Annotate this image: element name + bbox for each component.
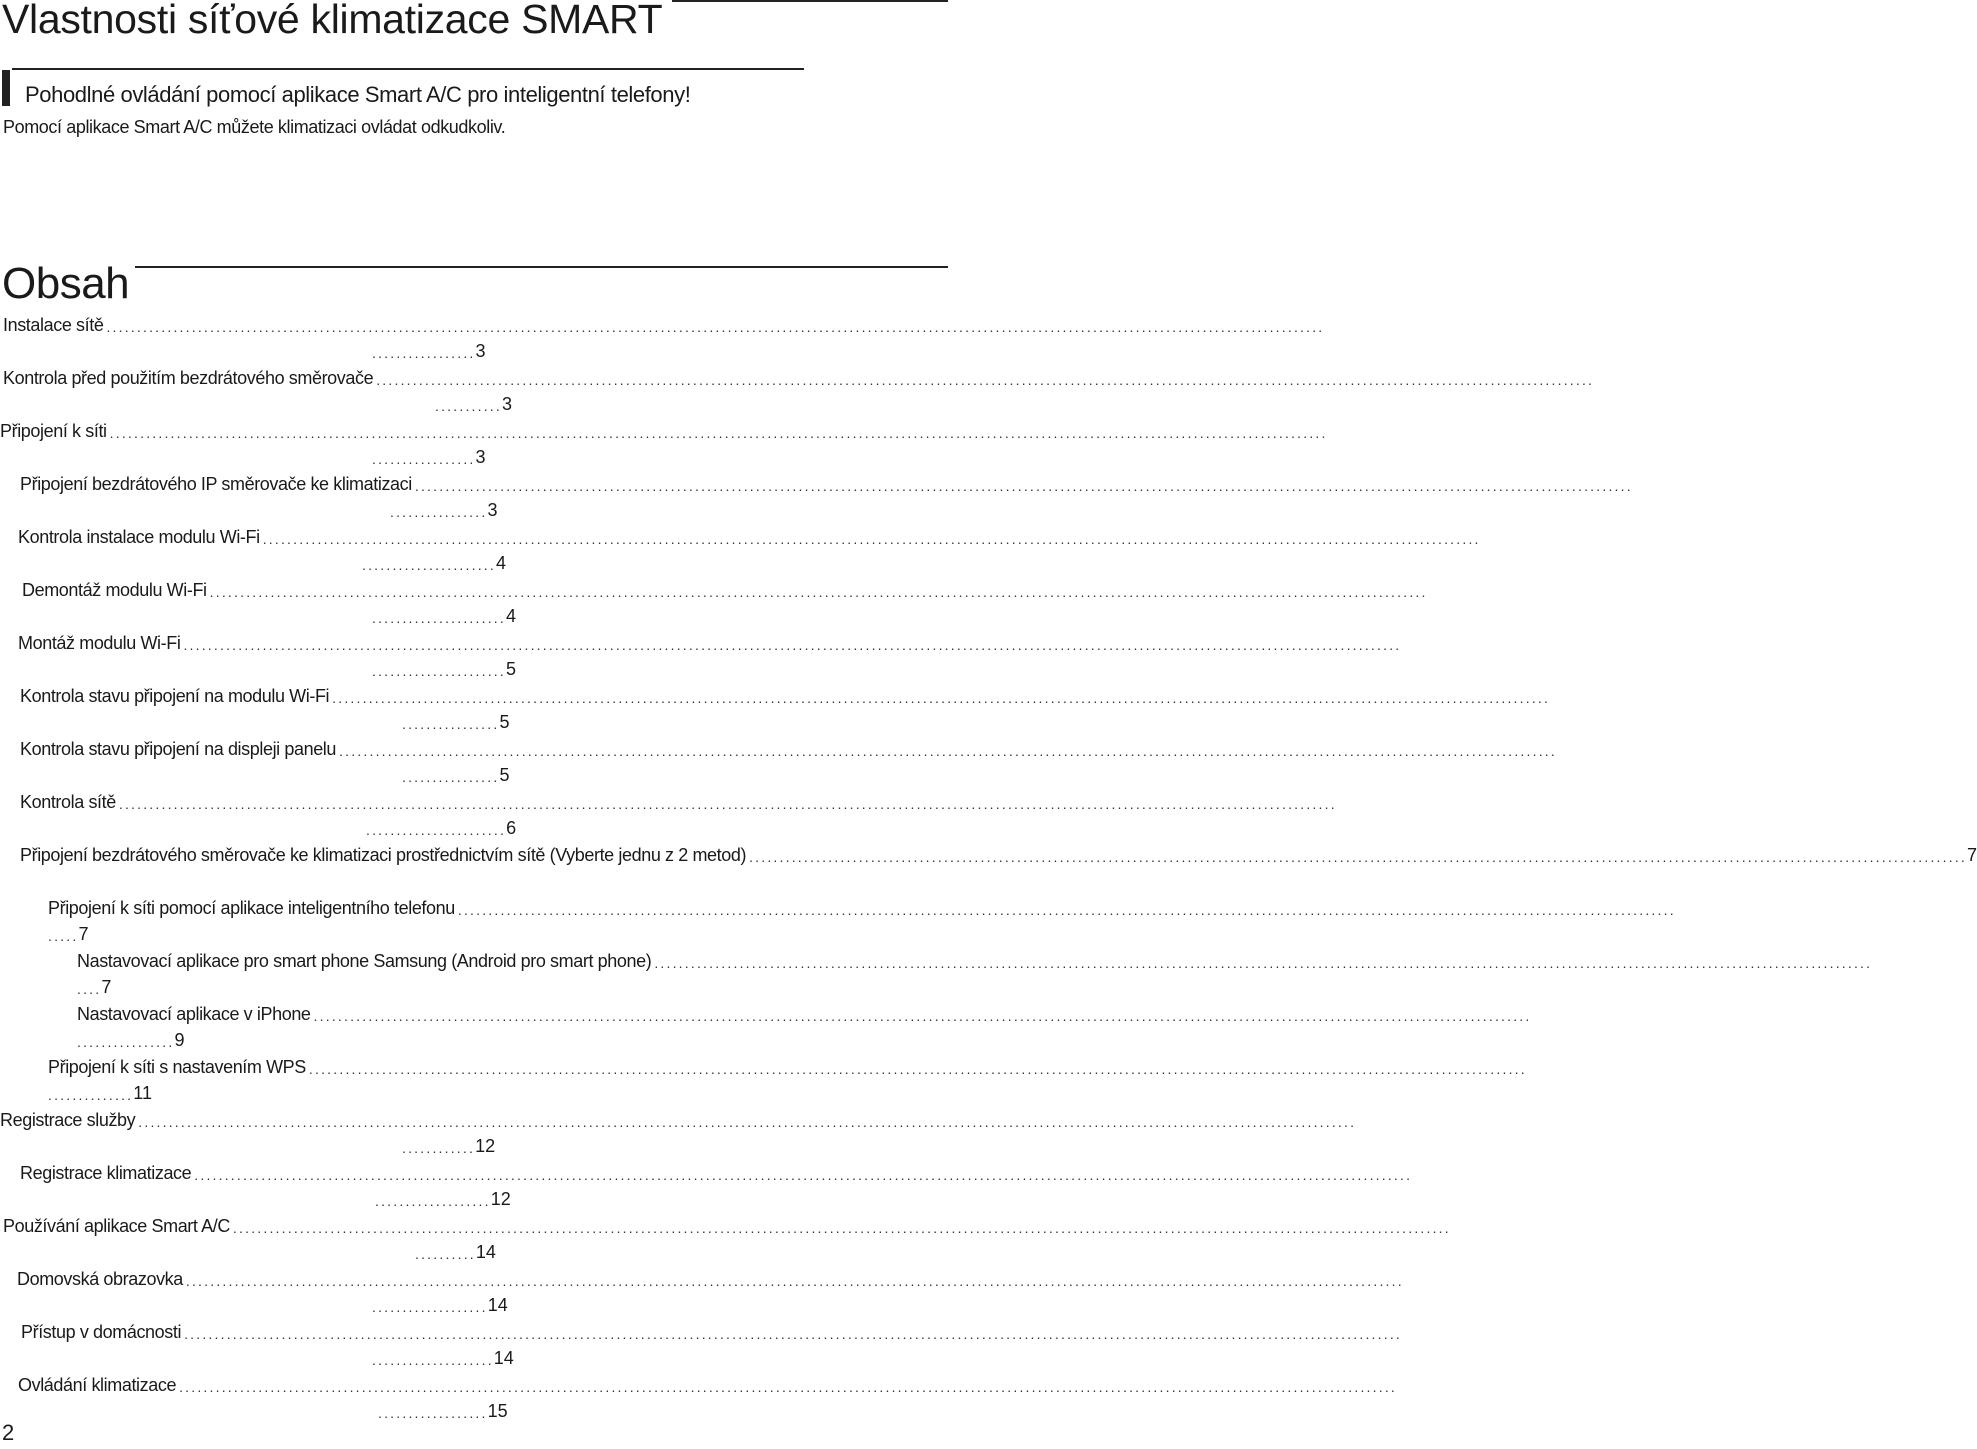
- toc-heading-rule: [135, 266, 948, 268]
- toc-entry[interactable]: Kontrola sítě ........................................................................................................................................................................................................ ....................... 6: [20, 792, 1337, 838]
- toc-entry[interactable]: Ovládání klimatizace ........................................................................................................................................................................................................ .................. 15: [18, 1375, 1398, 1421]
- toc-entry[interactable]: Kontrola instalace modulu Wi-Fi ........................................................................................................................................................................................................ ...................... 4: [18, 527, 1481, 573]
- toc-entry-page: 9: [174, 1030, 185, 1050]
- toc-entry[interactable]: Připojení k síti pomocí aplikace inteligentního telefonu ........................................................................................................................................................................................................ ..... 7: [48, 898, 1676, 944]
- toc-entry[interactable]: Kontrola stavu připojení na modulu Wi-Fi ........................................................................................................................................................................................................ ................ 5: [20, 686, 1551, 732]
- toc-entry-label: Kontrola před použitím bezdrátového směrovače: [3, 368, 374, 388]
- table-of-contents: [0, 310, 1977, 1423]
- toc-entry[interactable]: Nastavovací aplikace v iPhone ........................................................................................................................................................................................................ ................ 9: [77, 1004, 1532, 1050]
- toc-entry-page: 5: [505, 659, 516, 679]
- toc-heading: Obsah: [2, 259, 130, 308]
- toc-entry-page: 6: [506, 818, 517, 838]
- page-title: Vlastnosti síťové klimatizace SMART: [2, 0, 663, 42]
- toc-entry[interactable]: Registrace klimatizace ........................................................................................................................................................................................................ ................... 12: [20, 1163, 1413, 1209]
- toc-entry-page: 12: [490, 1189, 511, 1209]
- toc-entry-label: Přístup v domácnosti: [21, 1322, 182, 1342]
- toc-entry-page: 11: [133, 1083, 152, 1103]
- toc-entry-label: Registrace klimatizace: [20, 1163, 192, 1183]
- toc-entry-label: Kontrola stavu připojení na displeji panelu: [20, 739, 337, 759]
- toc-entry-page: 3: [475, 447, 486, 467]
- title-rule: [672, 0, 948, 2]
- toc-entry[interactable]: Připojení bezdrátového směrovače ke klimatizaci prostřednictvím sítě (Vyberte jednu z 2 metod) ........................................................................................................................................................................................................ 7: [20, 845, 1977, 865]
- subtitle: Pohodlné ovládání pomocí aplikace Smart A/C pro inteligentní telefony!: [25, 82, 691, 107]
- toc-entry-page: 5: [499, 765, 510, 785]
- toc-entry-page: 15: [487, 1401, 508, 1421]
- toc-entry-label: Používání aplikace Smart A/C: [3, 1216, 230, 1236]
- toc-entry[interactable]: Nastavovací aplikace pro smart phone Samsung (Android pro smart phone) ........................................................................................................................................................................................................ .... 7: [77, 951, 1873, 997]
- toc-entry-page: 3: [502, 394, 513, 414]
- toc-entry-page: 14: [493, 1348, 514, 1368]
- toc-entry-page: 3: [475, 341, 486, 361]
- toc-entry[interactable]: Připojení bezdrátového IP směrovače ke klimatizaci ........................................................................................................................................................................................................ ................ 3: [20, 474, 1633, 520]
- toc-entry[interactable]: Domovská obrazovka ........................................................................................................................................................................................................ ................... 14: [17, 1269, 1404, 1315]
- toc-entry-label: Připojení bezdrátového směrovače ke klimatizaci prostřednictvím sítě (Vyberte jednu z 2 metod): [20, 845, 747, 865]
- toc-entry-page: 3: [487, 500, 498, 520]
- toc-entry-label: Připojení k síti pomocí aplikace inteligentního telefonu: [48, 898, 455, 918]
- toc-entry[interactable]: Připojení k síti s nastavením WPS ........................................................................................................................................................................................................ .............. 11: [48, 1057, 1527, 1103]
- toc-entry-label: Kontrola instalace modulu Wi-Fi: [18, 527, 260, 547]
- toc-entry[interactable]: Montáž modulu Wi-Fi ........................................................................................................................................................................................................ ...................... 5: [18, 633, 1402, 679]
- toc-entry-label: Montáž modulu Wi-Fi: [18, 633, 181, 653]
- toc-entry-label: Domovská obrazovka: [17, 1269, 183, 1289]
- toc-entry[interactable]: Demontáž modulu Wi-Fi ........................................................................................................................................................................................................ ...................... 4: [22, 580, 1428, 626]
- toc-entry-label: Kontrola sítě: [20, 792, 116, 812]
- toc-entry[interactable]: Kontrola stavu připojení na displeji panelu ........................................................................................................................................................................................................ ................ 5: [20, 739, 1557, 785]
- toc-entry[interactable]: Kontrola před použitím bezdrátového směrovače ........................................................................................................................................................................................................ ........... 3: [3, 368, 1595, 414]
- toc-entry-label: Kontrola stavu připojení na modulu Wi-Fi: [20, 686, 330, 706]
- toc-entry-label: Připojení k síti: [0, 421, 107, 441]
- toc-entry-label: Nastavovací aplikace pro smart phone Samsung (Android pro smart phone): [77, 951, 652, 971]
- toc-entry-page: 14: [475, 1242, 496, 1262]
- toc-entry[interactable]: Přístup v domácnosti ........................................................................................................................................................................................................ .................... 14: [21, 1322, 1403, 1368]
- subtitle-marker-bar: [2, 70, 10, 106]
- toc-entry-page: 12: [475, 1136, 496, 1156]
- toc-entry[interactable]: Registrace služby ........................................................................................................................................................................................................ ............ 12: [0, 1110, 1357, 1156]
- toc-entry-page: 4: [495, 553, 506, 573]
- toc-entry-page: 7: [78, 924, 89, 944]
- toc-entry-page: 7: [101, 977, 112, 997]
- toc-entry[interactable]: Používání aplikace Smart A/C ........................................................................................................................................................................................................ .......... 14: [3, 1216, 1451, 1262]
- toc-entry[interactable]: Připojení k síti ........................................................................................................................................................................................................ ................. 3: [0, 421, 1328, 467]
- toc-entry-page: 5: [499, 712, 510, 732]
- page-number: 2: [2, 1420, 15, 1445]
- toc-entry-label: Ovládání klimatizace: [18, 1375, 177, 1395]
- subtitle-rule: [12, 68, 804, 70]
- toc-entry-page: 4: [505, 606, 516, 626]
- toc-entry-label: Demontáž modulu Wi-Fi: [22, 580, 207, 600]
- toc-entry-label: Připojení k síti s nastavením WPS: [48, 1057, 306, 1077]
- toc-entry[interactable]: Instalace sítě ........................................................................................................................................................................................................ ................. 3: [3, 315, 1325, 361]
- toc-entry-label: Nastavovací aplikace v iPhone: [77, 1004, 311, 1024]
- toc-entry-page: 14: [487, 1295, 508, 1315]
- toc-entry-label: Registrace služby: [0, 1110, 136, 1130]
- intro-text: Pomocí aplikace Smart A/C můžete klimatizaci ovládat odkudkoliv.: [3, 117, 506, 137]
- toc-entry-label: Připojení bezdrátového IP směrovače ke klimatizaci: [20, 474, 412, 494]
- toc-entry-label: Instalace sítě: [3, 315, 104, 335]
- toc-entry-page: 7: [1967, 845, 1977, 865]
